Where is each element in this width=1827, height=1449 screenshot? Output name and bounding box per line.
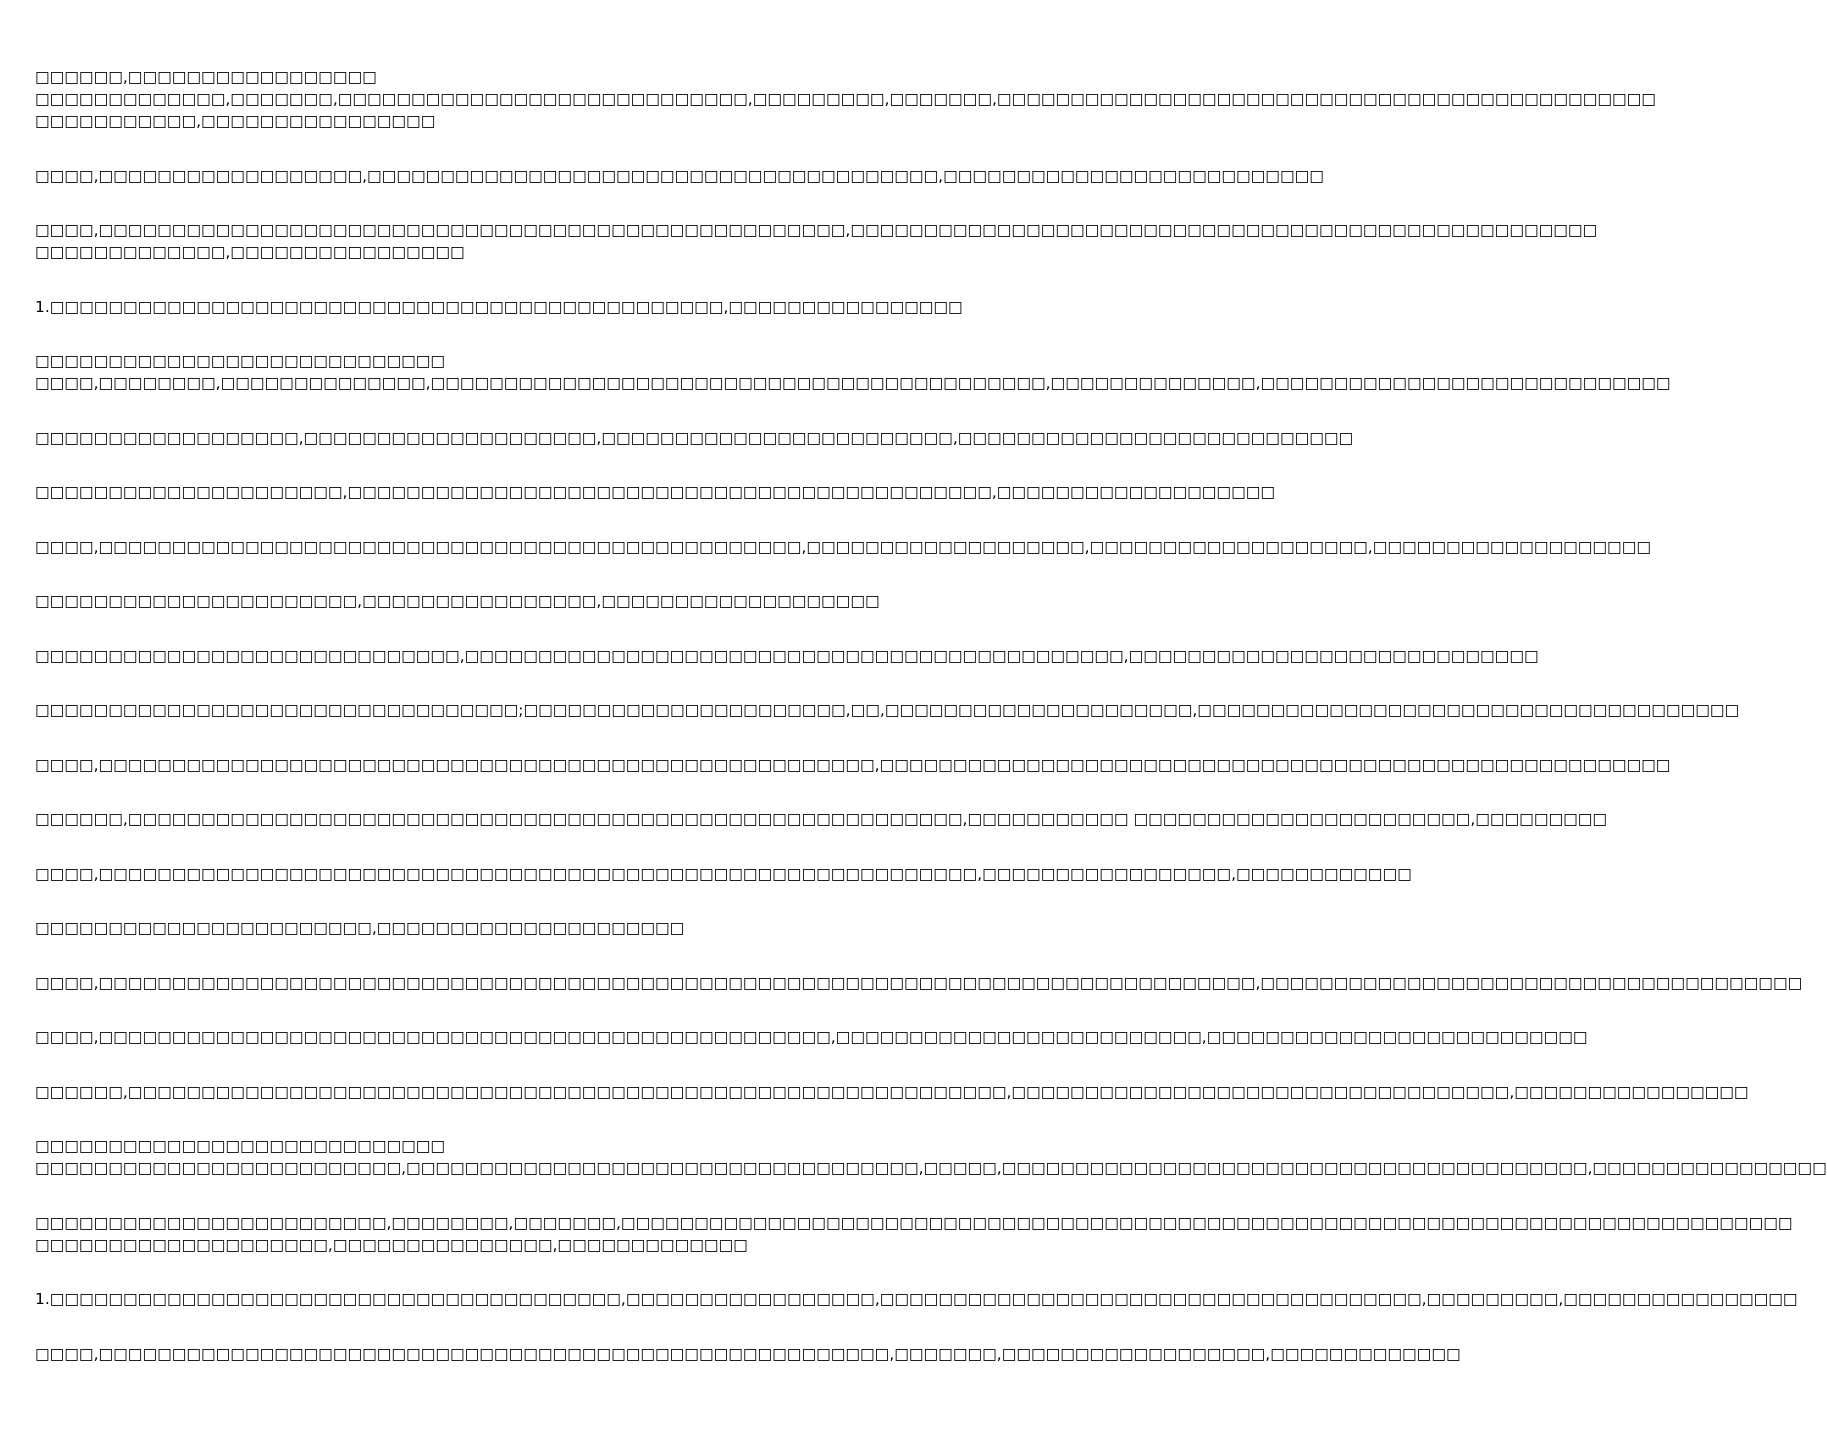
text-line: □□□□,□□□□□□□□,□□□□□□□□□□□□□□,□□□□□□□□□□□□□□□□□□□□□□□□□□□□□□□□□□□□□□□□□□,□□□□□□□□□□□□□□,□□□□□□□□□□□□□□□□□□□□□□□□□□□□ bbox=[35, 374, 1671, 392]
text-line: 1.□□□□□□□□□□□□□□□□□□□□□□□□□□□□□□□□□□□□□□□,□□□□□□□□□□□□□□□□□,□□□□□□□□□□□□□□□□□□□□□□□□□□□□□□□□□□□□□,□□□□□□□□□,□□□□□□□□□□□□□□□□ bbox=[35, 1290, 1798, 1308]
text-line: □□□□,□□□□□□□□□□□□□□□□□□□□□□□□□□□□□□□□□□□□□□□□□□□□□□□□,□□□□□□□□□□□□□□□□□□□,□□□□□□□□□□□□□□□□□□□,□□□□□□□□□□□□□□□□□□□ bbox=[35, 537, 1651, 556]
text-line: □□□□□□□□□□□□□□□□□□,□□□□□□□□□□□□□□□□□□□□,□□□□□□□□□□□□□□□□□□□□□□□□,□□□□□□□□□□□□□□□□□□□□□□□□□□□ bbox=[35, 428, 1354, 447]
paragraph-gap bbox=[35, 994, 989, 1027]
text-line: 1.□□□□□□□□□□□□□□□□□□□□□□□□□□□□□□□□□□□□□□□□□□□□□□,□□□□□□□□□□□□□□□□ bbox=[35, 297, 963, 316]
text-line: □□□□□□□□□□□□□□□□□□□□□□□,□□□□□□□□□□□□□□□□□□□□□ bbox=[35, 919, 685, 937]
text-line: □□□□□□□□□□□□□,□□□□□□□□□□□□□□□□ bbox=[35, 243, 465, 261]
paragraph-gap bbox=[35, 885, 989, 918]
paragraph-gap bbox=[35, 558, 989, 591]
paragraph-gap bbox=[35, 776, 989, 809]
text-line: □□□□,□□□□□□□□□□□□□□□□□□□□□□□□□□□□□□□□□□□□□□□□□□□□□□□□□□,□□□□□□□□□□□□□□□□□□□□□□□□□,□□□□□□□□□□□□□□□□□□□□□□□□□□ bbox=[35, 1028, 1588, 1046]
paragraph-gap bbox=[35, 1179, 989, 1212]
paragraph-gap bbox=[35, 939, 989, 972]
text-line: □□□□,□□□□□□□□□□□□□□□□□□□□□□□□□□□□□□□□□□□□□□□□□□□□□□□□□□□□□,□□□□□□□□□□□□□□□□□□□□□□□□□□□□□□□□□□□□□□□□□□□□□□□□□□□□□□ bbox=[35, 755, 1671, 774]
section-heading: □□□□□□□□□□□□□□□□□□□□□□□□□□□□ bbox=[35, 1137, 446, 1155]
paragraph-gap bbox=[35, 1310, 989, 1343]
paragraph-gap bbox=[35, 830, 989, 863]
text-line: □□□□,□□□□□□□□□□□□□□□□□□□□□□□□□□□□□□□□□□□□□□□□□□□□□□□□□□□,□□□□□□□□□□□□□□□□□□□□□□□□□□□□□□□□□□□□□□□□□□□□□□□□□□□ bbox=[35, 221, 1598, 239]
text-line: □□□□□□□□□□□□□□□□□□□□□,□□□□□□□□□□□□□□□□□□□□□□□□□□□□□□□□□□□□□□□□□□□□,□□□□□□□□□□□□□□□□□□□ bbox=[35, 483, 1276, 501]
paragraph-gap bbox=[35, 132, 989, 165]
paragraph-gap bbox=[35, 1048, 989, 1081]
paragraph-gap bbox=[35, 667, 989, 700]
text-line: □□□□□□□□□□□□□□□□□□□□□□□□□,□□□□□□□□□□□□□□□□□□□□□□□□□□□□□□□□□□□,□□□□□,□□□□□□□□□□□□□□□□□□□□□□□□□□□□□□□□□□□□□□□□,□□□□□□□□□□□□□□□□ bbox=[35, 1159, 1827, 1177]
text-line: □□□□□□□□□□□□□□□□□□□□□□,□□□□□□□□□□□□□□□□,□□□□□□□□□□□□□□□□□□□ bbox=[35, 592, 880, 610]
text-line: □□□□,□□□□□□□□□□□□□□□□□□,□□□□□□□□□□□□□□□□□□□□□□□□□□□□□□□□□□□□□□□,□□□□□□□□□□□□□□□□□□□□□□□□□□ bbox=[35, 166, 1324, 185]
section-heading: □□□□□□□□□□□□□□□□□□□□□□□□□□□□ bbox=[35, 352, 446, 370]
paragraph-gap bbox=[35, 503, 989, 536]
paragraph-gap bbox=[35, 721, 989, 754]
paragraph-gap bbox=[35, 612, 989, 645]
paragraph-gap bbox=[35, 263, 989, 296]
text-line: □□□□□□,□□□□□□□□□□□□□□□□□ bbox=[35, 68, 377, 86]
paragraph-gap bbox=[35, 1103, 989, 1136]
text-line: □□□□□□,□□□□□□□□□□□□□□□□□□□□□□□□□□□□□□□□□□□□□□□□□□□□□□□□□□□□□□□□□,□□□□□□□□□□□ □□□□□□□□□□□□□□□□□□□□□□□,□□□□□□□□□ bbox=[35, 810, 1608, 828]
paragraph-gap bbox=[35, 318, 989, 351]
paragraph-gap bbox=[35, 187, 989, 220]
text-line: □□□□,□□□□□□□□□□□□□□□□□□□□□□□□□□□□□□□□□□□□□□□□□□□□□□□□□□□□□□□□□□□□□□□□□□□□□□□□□□□□□□□,□□□□□□□□□□□□□□□□□□□□□□□□□□□□□□□□□□□□□ bbox=[35, 973, 1803, 992]
paragraph-gap bbox=[35, 394, 989, 427]
text-line: □□□□,□□□□□□□□□□□□□□□□□□□□□□□□□□□□□□□□□□□□□□□□□□□□□□□□□□□□□□□□□□□□,□□□□□□□□□□□□□□□□□,□□□□□□□□□□□□ bbox=[35, 864, 1412, 883]
document-body bbox=[35, 66, 1827, 1365]
text-line: □□□□□□□□□□□,□□□□□□□□□□□□□□□□ bbox=[35, 112, 436, 130]
text-line: □□□□□□□□□□□□□□□□□□□□□□□□□□□□□,□□□□□□□□□□□□□□□□□□□□□□□□□□□□□□□□□□□□□□□□□□□□□,□□□□□□□□□□□□□□□□□□□□□□□□□□□□ bbox=[35, 646, 1539, 665]
text-line: □□□□,□□□□□□□□□□□□□□□□□□□□□□□□□□□□□□□□□□□□□□□□□□□□□□□□□□□□□□,□□□□□□□,□□□□□□□□□□□□□□□□□□,□□□□□□□□□□□□□ bbox=[35, 1344, 1461, 1363]
text-line: □□□□□□□□□□□□□,□□□□□□□,□□□□□□□□□□□□□□□□□□□□□□□□□□□□,□□□□□□□□□,□□□□□□□,□□□□□□□□□□□□□□□□□□□□□□□□□□□□□□□□□□□□□□□□□□□□□ bbox=[35, 90, 1656, 108]
text-line: □□□□□□,□□□□□□□□□□□□□□□□□□□□□□□□□□□□□□□□□□□□□□□□□□□□□□□□□□□□□□□□□□□□,□□□□□□□□□□□□□□□□□□□□□□□□□□□□□□□□□□,□□□□□□□□□□□□□□□□ bbox=[35, 1082, 1749, 1101]
text-line: □□□□□□□□□□□□□□□□□□□□□□□□□□□□□□□□□;□□□□□□□□□□□□□□□□□□□□□□,□□,□□□□□□□□□□□□□□□□□□□□□,□□□□□□□□□□□□□□□□□□□□□□□□□□□□□□□□□□□□□ bbox=[35, 701, 1740, 719]
text-line: □□□□□□□□□□□□□□□□□□□□□□□□,□□□□□□□□,□□□□□□□,□□□□□□□□□□□□□□□□□□□□□□□□□□□□□□□□□□□□□□□□□□□□□□□□□□□□□□□□□□□□□□□□□□□□□□□□□□□□□□□□ bbox=[35, 1213, 1793, 1232]
paragraph-gap bbox=[35, 1256, 989, 1289]
text-line: □□□□□□□□□□□□□□□□□□□□,□□□□□□□□□□□□□□□,□□□□□□□□□□□□□ bbox=[35, 1235, 748, 1254]
paragraph-gap bbox=[35, 449, 989, 482]
